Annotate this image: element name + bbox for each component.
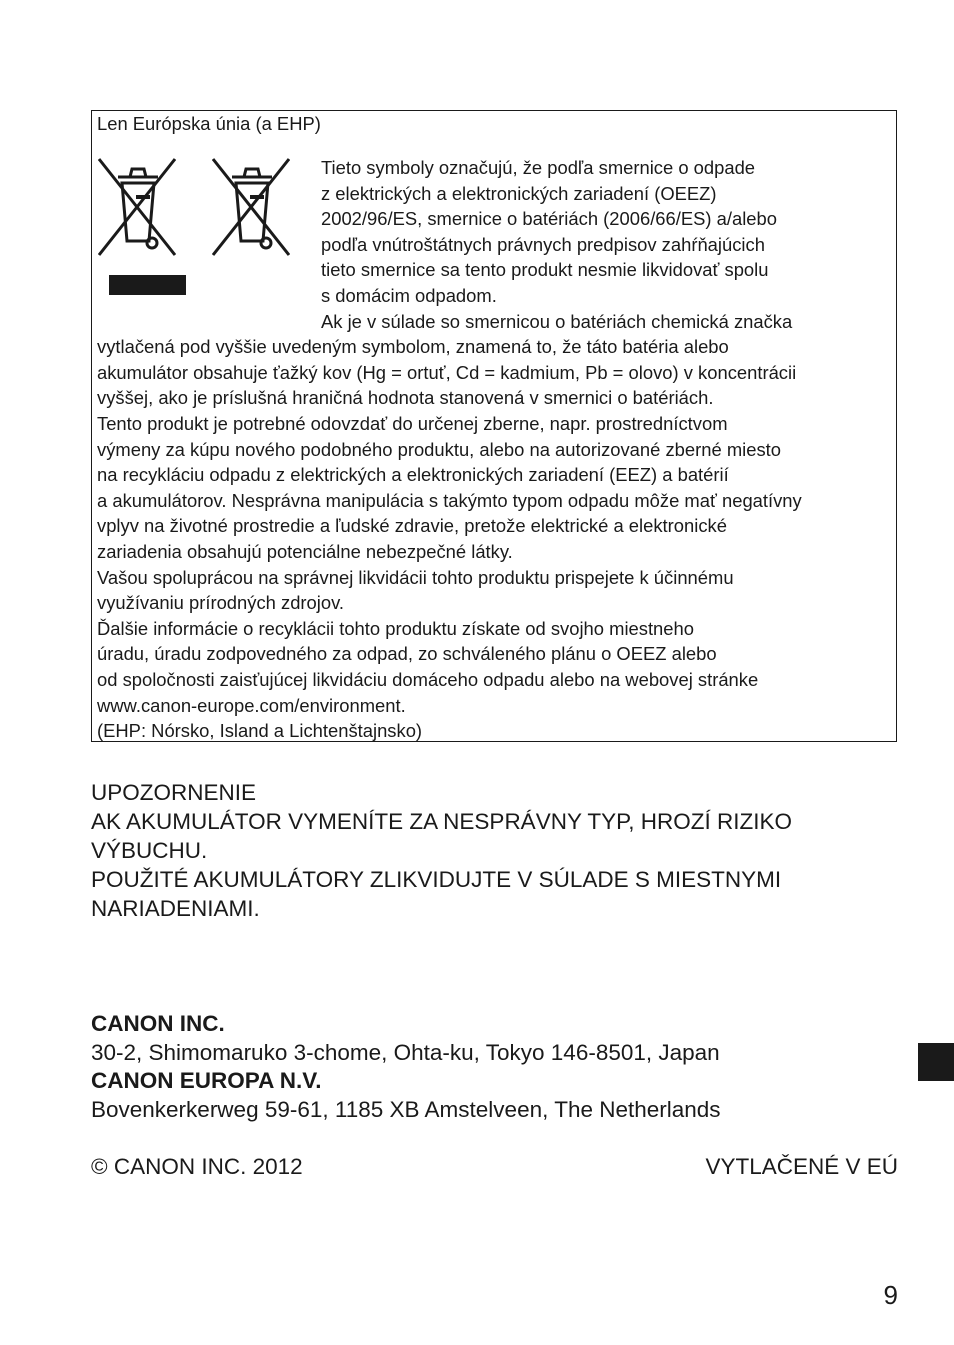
company-address: Bovenkerkerweg 59-61, 1185 XB Amstelveen, The Netherlands	[91, 1096, 721, 1122]
notice-text-line: výmeny za kúpu nového podobného produktu, alebo na autorizované zberné miesto	[97, 438, 781, 460]
company-address: 30-2, Shimomaruko 3-chome, Ohta-ku, Tokyo 146-8501, Japan	[91, 1039, 720, 1065]
notice-text-line: s domácim odpadom.	[321, 285, 497, 306]
crossed-bin-icon	[212, 157, 290, 257]
notice-text-line: a akumulátorov. Nesprávna manipulácia s takýmto typom odpadu môže mať negatívny	[97, 489, 802, 511]
notice-text-line: vytlačená pod vyššie uvedeným symbolom, znamená to, že táto batéria alebo	[97, 336, 729, 358]
notice-header: Len Európska únia (a EHP)	[97, 113, 321, 134]
notice-text-line: podľa vnútroštátnych právnych predpisov zahŕňajúcich	[321, 233, 765, 255]
company-info	[91, 1010, 721, 1124]
notice-text-line: vplyv na životné prostredie a ľudské zdravie, pretože elektrické a elektronické	[97, 515, 727, 537]
warning-title: UPOZORNENIE	[91, 780, 257, 805]
notice-text-line: tieto smernice sa tento produkt nesmie likvidovať spolu	[321, 259, 769, 281]
company-name: CANON INC.	[91, 1011, 225, 1036]
notice-text-line: Vašou spoluprácou na správnej likvidácii tohto produktu prispejete k účinnému	[97, 566, 734, 588]
notice-text-line: 2002/96/ES, smernice o batériách (2006/66/ES) a/alebo	[321, 208, 777, 230]
notice-text-line: z elektrických a elektronických zariadení (OEEZ)	[321, 182, 717, 204]
company-name: CANON EUROPA N.V.	[91, 1068, 322, 1093]
notice-text-line: využívaniu prírodných zdrojov.	[97, 592, 345, 614]
battery-warning	[91, 778, 891, 923]
notice-text-line: na recykláciu odpadu z elektrických a elektronických zariadení (EEZ) a batérií	[97, 464, 729, 486]
printed-in: VYTLAČENÉ V EÚ	[705, 1154, 898, 1179]
warning-line: POUŽITÉ AKUMULÁTORY ZLIKVIDUJTE V SÚLADE S MIESTNYMI	[91, 867, 782, 892]
notice-text-line: Ak je v súlade so smernicou o batériách chemická značka	[321, 310, 793, 332]
notice-text-line: od spoločnosti zaisťujúcej likvidáciu domáceho odpadu alebo na webovej stránke	[97, 669, 759, 690]
warning-line: AK AKUMULÁTOR VYMENÍTE ZA NESPRÁVNY TYP, HROZÍ RIZIKO	[91, 809, 793, 834]
crossed-bin-icon	[98, 157, 176, 257]
weee-notice-box	[91, 110, 897, 742]
notice-text-line: zariadenia obsahujú potenciálne nebezpečné látky.	[97, 541, 513, 562]
notice-text-line: akumulátor obsahuje ťažký kov (Hg = ortuť, Cd = kadmium, Pb = olovo) v koncentrácii	[97, 361, 797, 383]
notice-text-line: Tento produkt je potrebné odovzdať do určenej zberne, napr. prostredníctvom	[97, 413, 728, 434]
warning-line: VÝBUCHU.	[91, 838, 208, 863]
notice-text-line: Tieto symboly označujú, že podľa smernice o odpade	[321, 157, 756, 178]
chemical-symbol-bar	[109, 275, 186, 295]
warning-line: NARIADENIAMI.	[91, 896, 260, 921]
copyright: © CANON INC. 2012	[91, 1154, 303, 1179]
notice-text-line: Ďalšie informácie o recyklácii tohto produktu získate od svojho miestneho	[97, 617, 694, 639]
notice-website-line: www.canon-europe.com/environment.	[97, 694, 406, 716]
notice-text-line: úradu, úradu zodpovedného za odpad, zo schváleného plánu o OEEZ alebo	[97, 643, 717, 665]
page-number: 9	[883, 1280, 898, 1310]
notice-text-line: vyššej, ako je príslušná hraničná hodnota stanovená v smernici o batériách.	[97, 387, 714, 409]
section-tab-marker	[918, 1043, 954, 1081]
notice-text-line: (EHP: Nórsko, Island a Lichtenštajnsko)	[97, 720, 423, 742]
